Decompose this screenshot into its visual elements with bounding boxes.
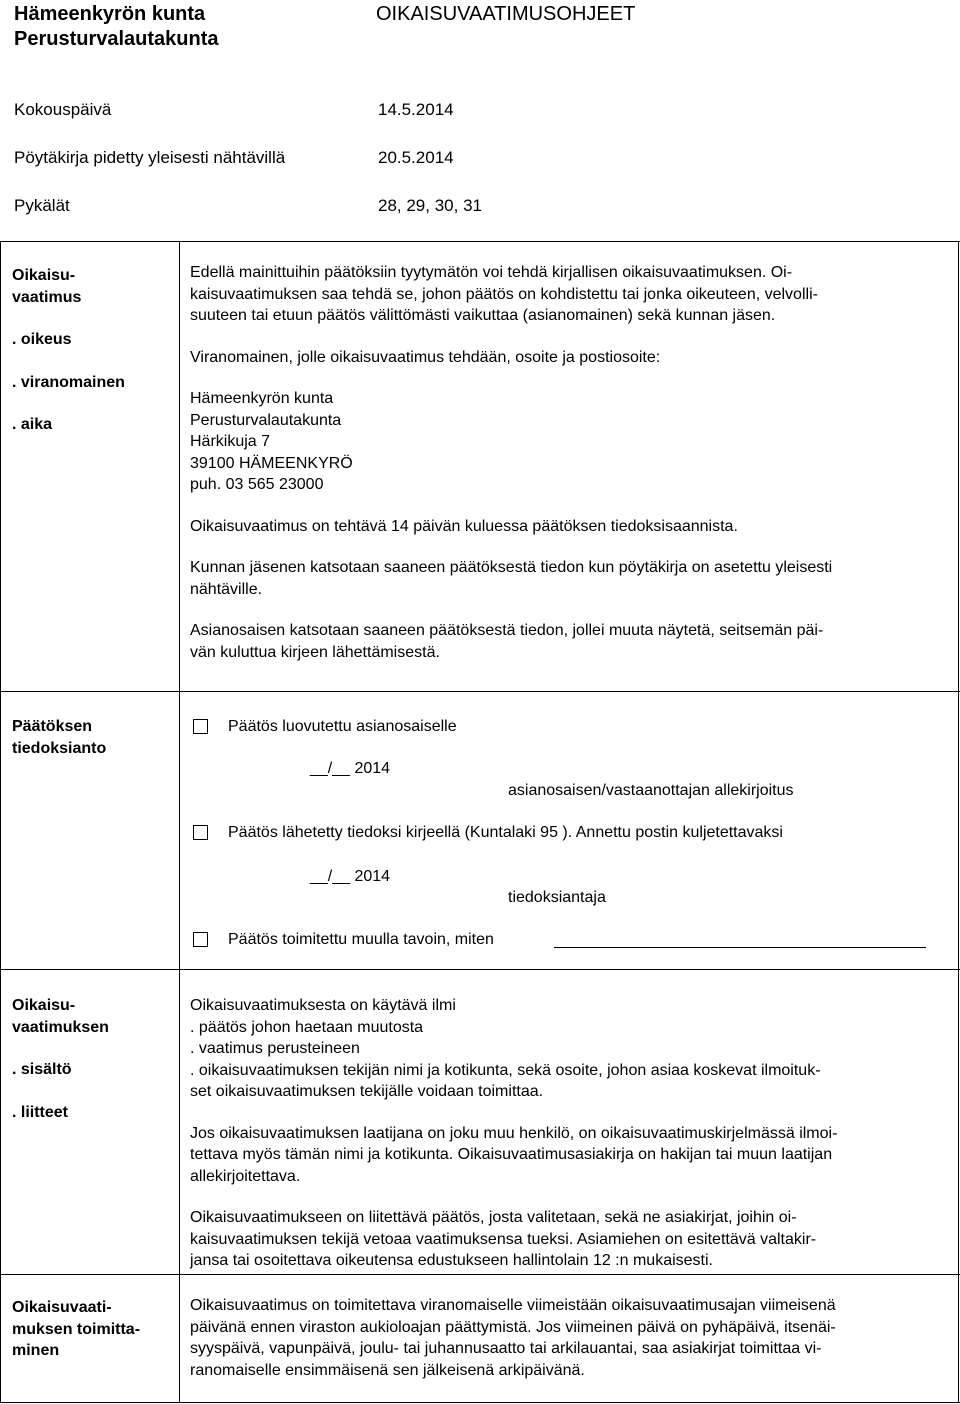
address-line: 39100 HÄMEENKYRÖ (190, 454, 353, 472)
text-line: ranomaiselle ensimmäisenä sen jälkeisenä arkipäivänä. (190, 1361, 585, 1379)
table-border-left (0, 241, 1, 1403)
sent-by-letter-checkbox[interactable] (193, 825, 208, 840)
table-border-right (958, 241, 959, 1403)
sections-value: 28, 29, 30, 31 (378, 196, 482, 215)
text-line: kaisuvaatimuksen saa tehdä se, johon päätös on kohdistettu tai jonka oikeuteen, velvolli- (190, 285, 818, 303)
table-divider-2 (0, 969, 960, 970)
side-line: Oikaisu- (12, 267, 76, 284)
list-item: . oikaisuvaatimuksen tekijän nimi ja kotikunta, sekä osoite, johon asiaa koskevat ilmoituk- (190, 1061, 821, 1079)
list-item: . vaatimus perusteineen (190, 1040, 360, 1057)
municipality-name: Hämeenkyrön kunta (14, 3, 206, 25)
table-column-divider (179, 241, 180, 1403)
sent-by-letter-label: Päätös lähetetty tiedoksi kirjeellä (Kuntalaki 95 ). Annettu postin kuljetettavaksi (228, 824, 783, 841)
side-line: . sisältö (12, 1061, 72, 1078)
section-appeal-content (190, 262, 945, 663)
handed-over-label: Päätös luovutettu asianosaiselle (228, 718, 457, 735)
text-line: Asianosaisen katsotaan saaneen päätöksestä tiedon, jollei muuta näytetä, seitsemän päi- (190, 622, 824, 639)
side-line: . viranomainen (12, 373, 125, 391)
text-line: jansa tai osoitettava oikeutensa edustukseen hallintolain 12 :n mukaisesti. (190, 1252, 713, 1269)
meeting-date-label: Kokouspäivä (14, 100, 112, 119)
handed-over-checkbox[interactable] (193, 719, 208, 734)
section-content-text (190, 995, 945, 1272)
other-delivery-input-line[interactable] (554, 947, 926, 948)
text-line: syyspäivä, vapunpäivä, joulu- tai juhannusaatto tai arkilauantai, saa asiakirjat toimittaa vi- (190, 1340, 822, 1357)
text-line: set oikaisuvaatimuksen tekijälle voidaan toimittaa. (190, 1083, 544, 1100)
side-line: muksen toimitta- (12, 1320, 141, 1338)
meeting-date-value: 14.5.2014 (378, 100, 454, 119)
table-divider-1 (0, 691, 960, 692)
address-line: Perusturvalautakunta (190, 411, 342, 429)
minutes-label: Pöytäkirja pidetty yleisesti nähtävillä (14, 148, 286, 167)
side-line: . aika (12, 416, 53, 433)
signature-caption-2: tiedoksiantaja (508, 889, 606, 906)
table-border-top (0, 241, 960, 242)
date-field-2[interactable]: __/__ 2014 (310, 868, 391, 885)
other-delivery-checkbox[interactable] (193, 932, 208, 947)
text-line: suuteen tai etuun päätös välittömästi vaikuttaa (asianomainen) sekä kunnan jäsen. (190, 307, 776, 324)
table-divider-3 (0, 1274, 960, 1275)
text-line: tettava myös tämän nimi ja kotikunta. Oikaisuvaatimusasiakirja on hakijan tai muun laatijan (190, 1146, 833, 1163)
table-border-bottom (0, 1402, 960, 1403)
header-left (14, 2, 219, 52)
side-line: . liitteet (12, 1103, 69, 1121)
authority-intro: Viranomainen, jolle oikaisuvaatimus tehdään, osoite ja postiosoite: (190, 348, 661, 366)
text-line: päivänä ennen viraston aukioloajan päättymistä. Jos viimeinen päivä on pyhäpäivä, itsenäi- (190, 1318, 836, 1336)
document-title: OIKAISUVAATIMUSOHJEET (376, 3, 636, 25)
section-submission-text (190, 1295, 945, 1381)
section-label-content (12, 995, 109, 1123)
signature-caption-1: asianosaisen/vastaanottajan allekirjoitus (508, 782, 794, 799)
address-line: Härkikuja 7 (190, 433, 271, 450)
side-line: vaatimuksen (12, 1018, 109, 1036)
section-label-submission (12, 1297, 140, 1362)
side-line: vaatimus (12, 288, 82, 306)
date-field-1[interactable]: __/__ 2014 (310, 760, 391, 777)
text-line: nähtäville. (190, 580, 263, 598)
side-line: minen (12, 1342, 60, 1359)
section-label-appeal (12, 265, 125, 436)
text-line: Oikaisuvaatimus on toimitettava viranomaiselle viimeistään oikaisuvaatimusajan viimeisenä (190, 1297, 836, 1314)
sections-label: Pykälät (14, 196, 70, 215)
side-line: tiedoksianto (12, 739, 107, 757)
text-line: Kunnan jäsenen katsotaan saaneen päätöksestä tiedon kun pöytäkirja on asetettu yleisesti (190, 559, 833, 576)
minutes-value: 20.5.2014 (378, 148, 454, 167)
address-line: Hämeenkyrön kunta (190, 390, 334, 407)
text-line: Oikaisuvaatimuksesta on käytävä ilmi (190, 997, 456, 1014)
text-line: vän kuluttua kirjeen lähettämisestä. (190, 643, 440, 661)
text-line: Jos oikaisuvaatimuksen laatijana on joku muu henkilö, on oikaisuvaatimuskirjelmässä ilmoi- (190, 1124, 838, 1142)
text-line: allekirjoitettava. (190, 1167, 301, 1185)
list-item: . päätös johon haetaan muutosta (190, 1018, 424, 1036)
other-delivery-label: Päätös toimitettu muulla tavoin, miten (228, 931, 494, 948)
side-line: . oikeus (12, 331, 72, 348)
section-label-notification (12, 716, 106, 759)
text-line: kaisuvaatimuksen tekijä vetoaa vaatimuksensa tueksi. Asiamiehen on esitettävä valtakir- (190, 1230, 817, 1248)
board-name: Perusturvalautakunta (14, 28, 219, 50)
side-line: Oikaisu- (12, 997, 76, 1014)
address-phone: puh. 03 565 23000 (190, 476, 324, 493)
text-line: Edellä mainittuihin päätöksiin tyytymätön voi tehdä kirjallisen oikaisuvaatimuksen. Oi- (190, 264, 793, 281)
deadline-text: Oikaisuvaatimus on tehtävä 14 päivän kuluessa päätöksen tiedoksisaannista. (190, 517, 738, 535)
side-line: Päätöksen (12, 718, 93, 735)
side-line: Oikaisuvaati- (12, 1299, 112, 1316)
text-line: Oikaisuvaatimukseen on liitettävä päätös, josta valitetaan, sekä ne asiakirjat, joihin oi- (190, 1209, 797, 1226)
